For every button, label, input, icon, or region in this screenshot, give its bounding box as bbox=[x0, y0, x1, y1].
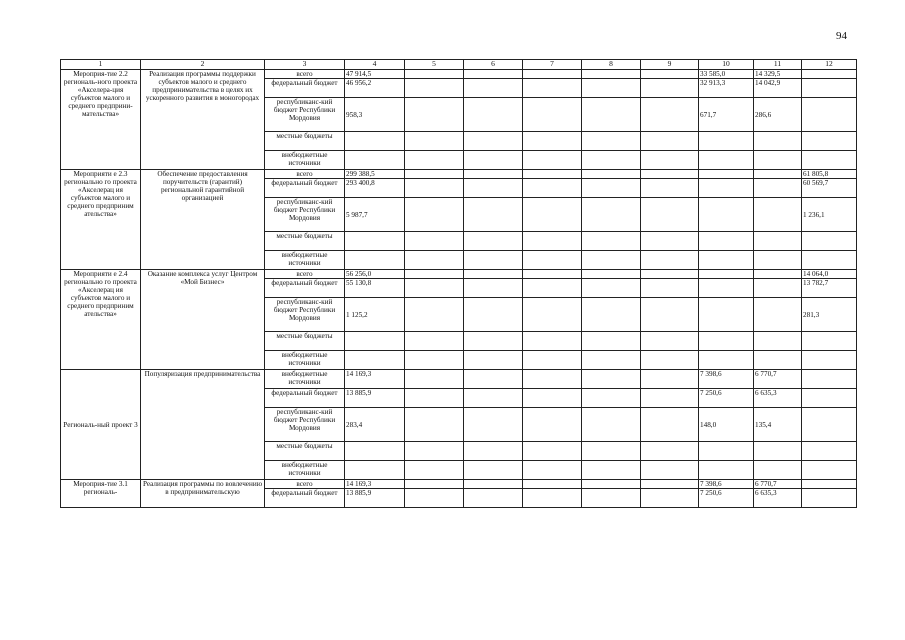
empty-cell bbox=[405, 489, 464, 508]
year-value: 148,0 bbox=[699, 408, 754, 442]
funding-source: федеральный бюджет bbox=[265, 179, 345, 198]
empty-cell bbox=[641, 98, 699, 132]
empty-cell bbox=[405, 461, 464, 480]
empty-cell bbox=[523, 370, 582, 389]
empty-cell bbox=[464, 170, 523, 179]
year-value: 7 398,6 bbox=[699, 370, 754, 389]
page-number: 94 bbox=[836, 30, 847, 42]
empty-cell bbox=[641, 279, 699, 298]
total-value: 55 130,8 bbox=[345, 279, 405, 298]
empty-cell bbox=[523, 389, 582, 408]
empty-cell bbox=[523, 198, 582, 232]
year-value: 6 770,7 bbox=[754, 370, 802, 389]
empty-cell bbox=[582, 442, 641, 461]
total-value: 14 169,3 bbox=[345, 480, 405, 489]
col-header: 2 bbox=[141, 60, 265, 70]
empty-cell bbox=[641, 251, 699, 270]
year-value bbox=[754, 198, 802, 232]
budget-table bbox=[60, 59, 857, 508]
empty-cell bbox=[641, 332, 699, 351]
year-value: 7 250,6 bbox=[699, 489, 754, 508]
empty-cell bbox=[523, 480, 582, 489]
total-value: 13 885,9 bbox=[345, 489, 405, 508]
year-value bbox=[699, 232, 754, 251]
year-value bbox=[699, 198, 754, 232]
empty-cell bbox=[523, 170, 582, 179]
year-value bbox=[699, 179, 754, 198]
empty-cell bbox=[464, 351, 523, 370]
empty-cell bbox=[582, 70, 641, 79]
year-value bbox=[699, 132, 754, 151]
empty-cell bbox=[582, 370, 641, 389]
measure-description: Оказание комплекса услуг Центром «Мой Бизнес» bbox=[141, 270, 265, 370]
empty-cell bbox=[464, 198, 523, 232]
year-value: 7 250,6 bbox=[699, 389, 754, 408]
empty-cell bbox=[464, 442, 523, 461]
empty-cell bbox=[582, 132, 641, 151]
empty-cell bbox=[582, 251, 641, 270]
year-value bbox=[699, 270, 754, 279]
empty-cell bbox=[523, 298, 582, 332]
empty-cell bbox=[405, 132, 464, 151]
year-value bbox=[802, 370, 857, 389]
total-value: 46 956,2 bbox=[345, 79, 405, 98]
empty-cell bbox=[464, 70, 523, 79]
empty-cell bbox=[523, 332, 582, 351]
table-row bbox=[61, 170, 857, 179]
col-header: 10 bbox=[699, 60, 754, 70]
empty-cell bbox=[464, 408, 523, 442]
empty-cell bbox=[641, 489, 699, 508]
total-value bbox=[345, 132, 405, 151]
header-row bbox=[61, 60, 857, 70]
empty-cell bbox=[464, 389, 523, 408]
empty-cell bbox=[405, 151, 464, 170]
year-value: 7 398,6 bbox=[699, 480, 754, 489]
empty-cell bbox=[405, 442, 464, 461]
funding-source: местные бюджеты bbox=[265, 232, 345, 251]
measure-description: Реализация программы поддержки субъектов малого и среднего предпринимательства в целях их ускоренного развития в моногородах bbox=[141, 70, 265, 170]
year-value: 281,3 bbox=[802, 298, 857, 332]
year-value bbox=[754, 151, 802, 170]
funding-source: внебюджетные источники bbox=[265, 461, 345, 480]
empty-cell bbox=[523, 232, 582, 251]
empty-cell bbox=[641, 442, 699, 461]
empty-cell bbox=[523, 351, 582, 370]
year-value: 14 042,9 bbox=[754, 79, 802, 98]
col-header: 6 bbox=[464, 60, 523, 70]
funding-source: всего bbox=[265, 170, 345, 179]
empty-cell bbox=[405, 370, 464, 389]
empty-cell bbox=[405, 70, 464, 79]
year-value bbox=[802, 461, 857, 480]
year-value: 6 635,3 bbox=[754, 389, 802, 408]
empty-cell bbox=[582, 408, 641, 442]
year-value bbox=[754, 170, 802, 179]
empty-cell bbox=[641, 461, 699, 480]
measure-description: Реализация программы по вовлечению в предпринимательскую bbox=[141, 480, 265, 508]
empty-cell bbox=[582, 351, 641, 370]
empty-cell bbox=[405, 389, 464, 408]
empty-cell bbox=[523, 461, 582, 480]
year-value bbox=[802, 389, 857, 408]
empty-cell bbox=[523, 279, 582, 298]
total-value bbox=[345, 151, 405, 170]
total-value: 13 885,9 bbox=[345, 389, 405, 408]
empty-cell bbox=[641, 70, 699, 79]
total-value: 293 400,8 bbox=[345, 179, 405, 198]
year-value: 6 635,3 bbox=[754, 489, 802, 508]
empty-cell bbox=[641, 351, 699, 370]
col-header: 9 bbox=[641, 60, 699, 70]
funding-source: федеральный бюджет bbox=[265, 389, 345, 408]
year-value bbox=[699, 298, 754, 332]
total-value bbox=[345, 351, 405, 370]
funding-source: местные бюджеты bbox=[265, 442, 345, 461]
empty-cell bbox=[464, 279, 523, 298]
col-header: 7 bbox=[523, 60, 582, 70]
year-value bbox=[802, 489, 857, 508]
funding-source: всего bbox=[265, 480, 345, 489]
empty-cell bbox=[405, 279, 464, 298]
empty-cell bbox=[523, 132, 582, 151]
year-value bbox=[802, 332, 857, 351]
year-value bbox=[699, 351, 754, 370]
empty-cell bbox=[582, 389, 641, 408]
empty-cell bbox=[523, 408, 582, 442]
year-value bbox=[802, 251, 857, 270]
empty-cell bbox=[582, 79, 641, 98]
funding-source: внебюджетные источники bbox=[265, 251, 345, 270]
empty-cell bbox=[405, 408, 464, 442]
empty-cell bbox=[582, 270, 641, 279]
total-value: 5 987,7 bbox=[345, 198, 405, 232]
total-value bbox=[345, 232, 405, 251]
empty-cell bbox=[641, 179, 699, 198]
empty-cell bbox=[464, 332, 523, 351]
empty-cell bbox=[582, 279, 641, 298]
year-value bbox=[699, 151, 754, 170]
table-row bbox=[61, 370, 857, 389]
measure-name: Мероприяти е 2.4 регионально го проекта «Акселерац ия субъектов малого и среднего предприним ательства» bbox=[61, 270, 141, 370]
empty-cell bbox=[523, 442, 582, 461]
empty-cell bbox=[641, 198, 699, 232]
total-value: 283,4 bbox=[345, 408, 405, 442]
empty-cell bbox=[464, 270, 523, 279]
year-value bbox=[802, 442, 857, 461]
empty-cell bbox=[582, 461, 641, 480]
year-value bbox=[699, 251, 754, 270]
total-value: 299 388,5 bbox=[345, 170, 405, 179]
total-value bbox=[345, 461, 405, 480]
measure-name: Региональ-ный проект 3 bbox=[61, 370, 141, 480]
empty-cell bbox=[582, 232, 641, 251]
empty-cell bbox=[464, 179, 523, 198]
funding-source: республиканс-кий бюджет Республики Мордовия bbox=[265, 298, 345, 332]
year-value bbox=[754, 461, 802, 480]
col-header: 5 bbox=[405, 60, 464, 70]
year-value bbox=[699, 279, 754, 298]
year-value: 14 064,0 bbox=[802, 270, 857, 279]
funding-source: внебюджетные источники bbox=[265, 151, 345, 170]
empty-cell bbox=[405, 79, 464, 98]
year-value: 14 329,5 bbox=[754, 70, 802, 79]
total-value bbox=[345, 251, 405, 270]
empty-cell bbox=[641, 298, 699, 332]
col-header: 3 bbox=[265, 60, 345, 70]
year-value bbox=[802, 351, 857, 370]
empty-cell bbox=[405, 270, 464, 279]
total-value: 47 914,5 bbox=[345, 70, 405, 79]
funding-source: республиканс-кий бюджет Республики Мордовия bbox=[265, 198, 345, 232]
year-value bbox=[754, 298, 802, 332]
empty-cell bbox=[464, 151, 523, 170]
empty-cell bbox=[405, 351, 464, 370]
year-value bbox=[699, 332, 754, 351]
year-value bbox=[754, 251, 802, 270]
total-value: 958,3 bbox=[345, 98, 405, 132]
year-value bbox=[802, 70, 857, 79]
year-value: 13 782,7 bbox=[802, 279, 857, 298]
col-header: 8 bbox=[582, 60, 641, 70]
year-value: 671,7 bbox=[699, 98, 754, 132]
funding-source: всего bbox=[265, 270, 345, 279]
empty-cell bbox=[523, 179, 582, 198]
empty-cell bbox=[464, 132, 523, 151]
year-value: 61 805,8 bbox=[802, 170, 857, 179]
empty-cell bbox=[405, 98, 464, 132]
year-value: 1 236,1 bbox=[802, 198, 857, 232]
year-value bbox=[802, 79, 857, 98]
measure-name: Мероприяти е 2.3 регионально го проекта «Акселерац ия субъектов малого и среднего предприним ательства» bbox=[61, 170, 141, 270]
year-value bbox=[802, 98, 857, 132]
empty-cell bbox=[523, 70, 582, 79]
year-value bbox=[802, 232, 857, 251]
year-value bbox=[754, 332, 802, 351]
table-row bbox=[61, 70, 857, 79]
year-value bbox=[802, 151, 857, 170]
funding-source: внебюджетные источники bbox=[265, 351, 345, 370]
empty-cell bbox=[464, 98, 523, 132]
empty-cell bbox=[582, 179, 641, 198]
year-value bbox=[802, 480, 857, 489]
empty-cell bbox=[405, 251, 464, 270]
funding-source: внебюджетные источники bbox=[265, 370, 345, 389]
total-value: 14 169,3 bbox=[345, 370, 405, 389]
year-value bbox=[699, 170, 754, 179]
total-value bbox=[345, 442, 405, 461]
funding-source: республиканс-кий бюджет Республики Мордовия bbox=[265, 98, 345, 132]
funding-source: федеральный бюджет bbox=[265, 279, 345, 298]
empty-cell bbox=[641, 232, 699, 251]
col-header: 12 bbox=[802, 60, 857, 70]
empty-cell bbox=[405, 179, 464, 198]
empty-cell bbox=[641, 151, 699, 170]
empty-cell bbox=[464, 489, 523, 508]
empty-cell bbox=[523, 251, 582, 270]
table-row bbox=[61, 270, 857, 279]
empty-cell bbox=[582, 298, 641, 332]
empty-cell bbox=[582, 489, 641, 508]
empty-cell bbox=[405, 298, 464, 332]
year-value: 286,6 bbox=[754, 98, 802, 132]
empty-cell bbox=[523, 270, 582, 279]
empty-cell bbox=[582, 170, 641, 179]
measure-name: Мероприя-тие 3.1 региональ- bbox=[61, 480, 141, 508]
empty-cell bbox=[641, 408, 699, 442]
funding-source: республиканс-кий бюджет Республики Мордовия bbox=[265, 408, 345, 442]
empty-cell bbox=[641, 170, 699, 179]
empty-cell bbox=[405, 170, 464, 179]
year-value bbox=[699, 442, 754, 461]
empty-cell bbox=[641, 370, 699, 389]
table-row bbox=[61, 480, 857, 489]
total-value: 1 125,2 bbox=[345, 298, 405, 332]
year-value bbox=[754, 442, 802, 461]
funding-source: местные бюджеты bbox=[265, 132, 345, 151]
empty-cell bbox=[405, 198, 464, 232]
col-header: 4 bbox=[345, 60, 405, 70]
empty-cell bbox=[464, 298, 523, 332]
measure-description: Популяризация предпринимательства bbox=[141, 370, 265, 480]
empty-cell bbox=[405, 332, 464, 351]
year-value: 32 913,3 bbox=[699, 79, 754, 98]
empty-cell bbox=[582, 151, 641, 170]
funding-source: всего bbox=[265, 70, 345, 79]
empty-cell bbox=[405, 232, 464, 251]
measure-name: Мероприя-тие 2.2 региональ-ного проекта «Акселера-ция субъектов малого и среднего предприни-мательства» bbox=[61, 70, 141, 170]
empty-cell bbox=[464, 370, 523, 389]
empty-cell bbox=[582, 198, 641, 232]
year-value bbox=[754, 179, 802, 198]
year-value bbox=[754, 270, 802, 279]
empty-cell bbox=[464, 251, 523, 270]
year-value: 33 585,0 bbox=[699, 70, 754, 79]
funding-source: местные бюджеты bbox=[265, 332, 345, 351]
empty-cell bbox=[582, 98, 641, 132]
year-value bbox=[754, 232, 802, 251]
year-value bbox=[754, 132, 802, 151]
empty-cell bbox=[523, 79, 582, 98]
total-value: 56 256,0 bbox=[345, 270, 405, 279]
year-value bbox=[754, 279, 802, 298]
year-value: 6 770,7 bbox=[754, 480, 802, 489]
empty-cell bbox=[641, 79, 699, 98]
year-value: 135,4 bbox=[754, 408, 802, 442]
col-header: 11 bbox=[754, 60, 802, 70]
funding-source: федеральный бюджет bbox=[265, 489, 345, 508]
year-value: 60 569,7 bbox=[802, 179, 857, 198]
empty-cell bbox=[464, 480, 523, 489]
empty-cell bbox=[582, 480, 641, 489]
year-value bbox=[699, 461, 754, 480]
empty-cell bbox=[641, 480, 699, 489]
measure-description: Обеспечение предоставления поручительств (гарантий) региональной гарантийной организацией bbox=[141, 170, 265, 270]
empty-cell bbox=[405, 480, 464, 489]
empty-cell bbox=[523, 98, 582, 132]
funding-source: федеральный бюджет bbox=[265, 79, 345, 98]
empty-cell bbox=[641, 270, 699, 279]
year-value bbox=[754, 351, 802, 370]
empty-cell bbox=[582, 332, 641, 351]
col-header: 1 bbox=[61, 60, 141, 70]
total-value bbox=[345, 332, 405, 351]
empty-cell bbox=[641, 389, 699, 408]
year-value bbox=[802, 408, 857, 442]
empty-cell bbox=[464, 461, 523, 480]
empty-cell bbox=[523, 489, 582, 508]
empty-cell bbox=[641, 132, 699, 151]
empty-cell bbox=[464, 79, 523, 98]
empty-cell bbox=[464, 232, 523, 251]
year-value bbox=[802, 132, 857, 151]
empty-cell bbox=[523, 151, 582, 170]
